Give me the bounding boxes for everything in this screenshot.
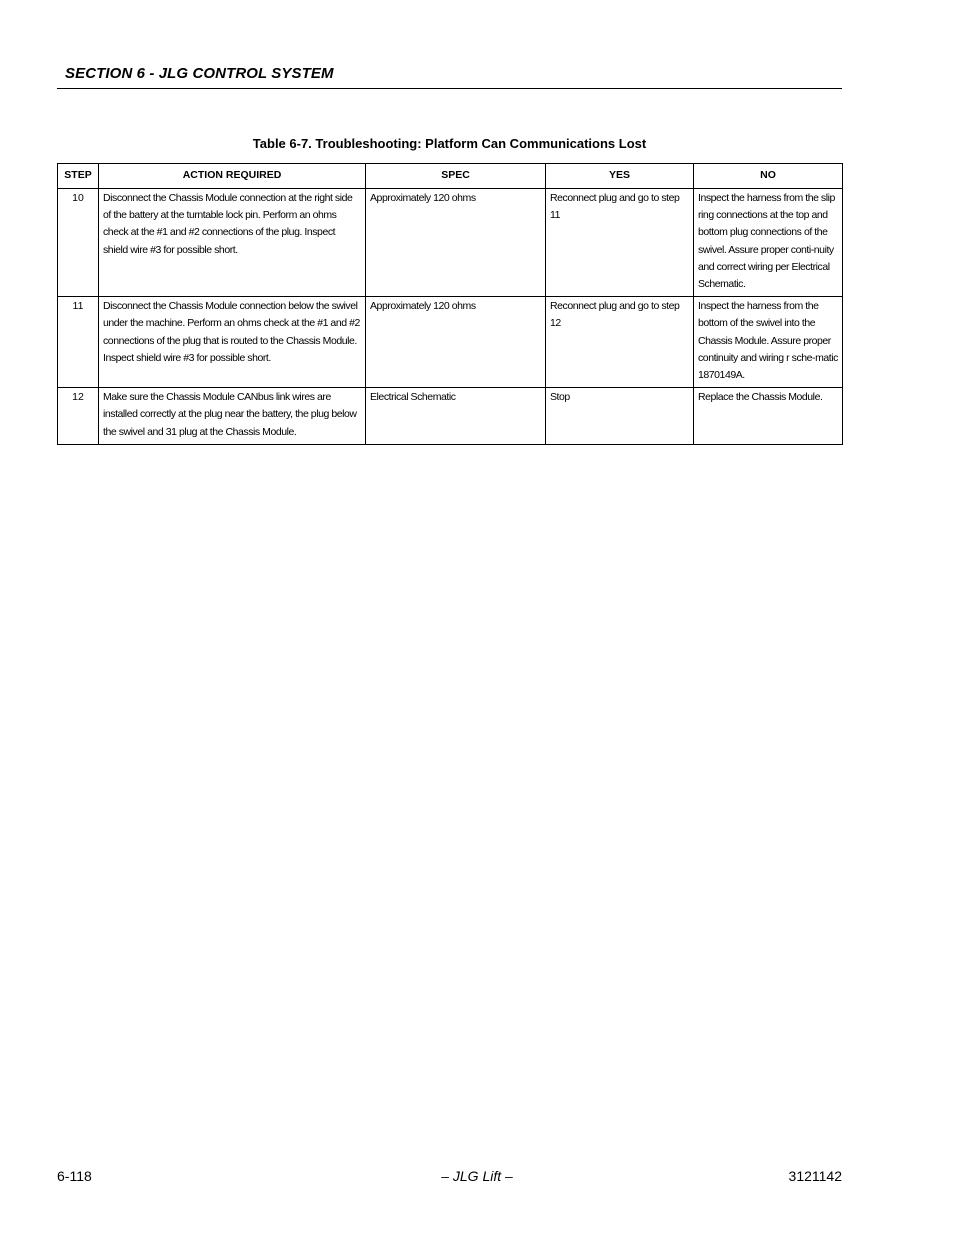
no-cell: Inspect the harness from the slip ring connections at the top and bottom plug connections of the swivel. Assure proper conti-nuity and correct wiring per Electrical Schematic. [694,189,843,297]
yes-cell: Reconnect plug and go to step 11 [546,189,694,297]
column-header-spec: SPEC [366,164,546,189]
page-number: 6-118 [57,1168,92,1184]
document-number: 3121142 [788,1168,842,1184]
column-header-step: STEP [58,164,99,189]
step-cell: 11 [58,297,99,388]
table-row [58,189,843,297]
no-cell: Inspect the harness from the bottom of the swivel into the Chassis Module. Assure proper continuity and wiring r sche-matic 1870149A. [694,297,843,388]
step-cell: 12 [58,388,99,445]
table-caption: Table 6-7. Troubleshooting: Platform Can Communications Lost [252,136,647,151]
action-cell: Make sure the Chassis Module CANbus link wires are installed correctly at the plug near the battery, the plug below the swivel and 31 plug at the Chassis Module. [99,388,366,445]
table-row [58,388,843,445]
spec-cell: Approximately 120 ohms [366,189,546,297]
yes-cell: Reconnect plug and go to step 12 [546,297,694,388]
no-cell: Replace the Chassis Module. [694,388,843,445]
spec-cell: Approximately 120 ohms [366,297,546,388]
action-cell: Disconnect the Chassis Module connection below the swivel under the machine. Perform an ohms check at the #1 and #2 connections of the plug that is routed to the Chassis Module. Inspect shield wire #3 for possible short. [99,297,366,388]
yes-cell: Stop [546,388,694,445]
spec-cell: Electrical Schematic [366,388,546,445]
step-cell: 10 [58,189,99,297]
footer-brand: – JLG Lift – [441,1168,513,1184]
action-cell: Disconnect the Chassis Module connection at the right side of the battery at the turntable lock pin. Perform an ohms check at the #1 and #2 connections of the plug. Inspect shield wire #3 for possible short. [99,189,366,297]
table-row [58,297,843,388]
column-header-no: NO [694,164,843,189]
table-header-row [58,164,843,189]
troubleshooting-table [57,163,843,445]
column-header-yes: YES [546,164,694,189]
section-title: SECTION 6 - JLG CONTROL SYSTEM [65,65,334,82]
section-header [57,64,842,89]
column-header-action-required: ACTION REQUIRED [99,164,366,189]
